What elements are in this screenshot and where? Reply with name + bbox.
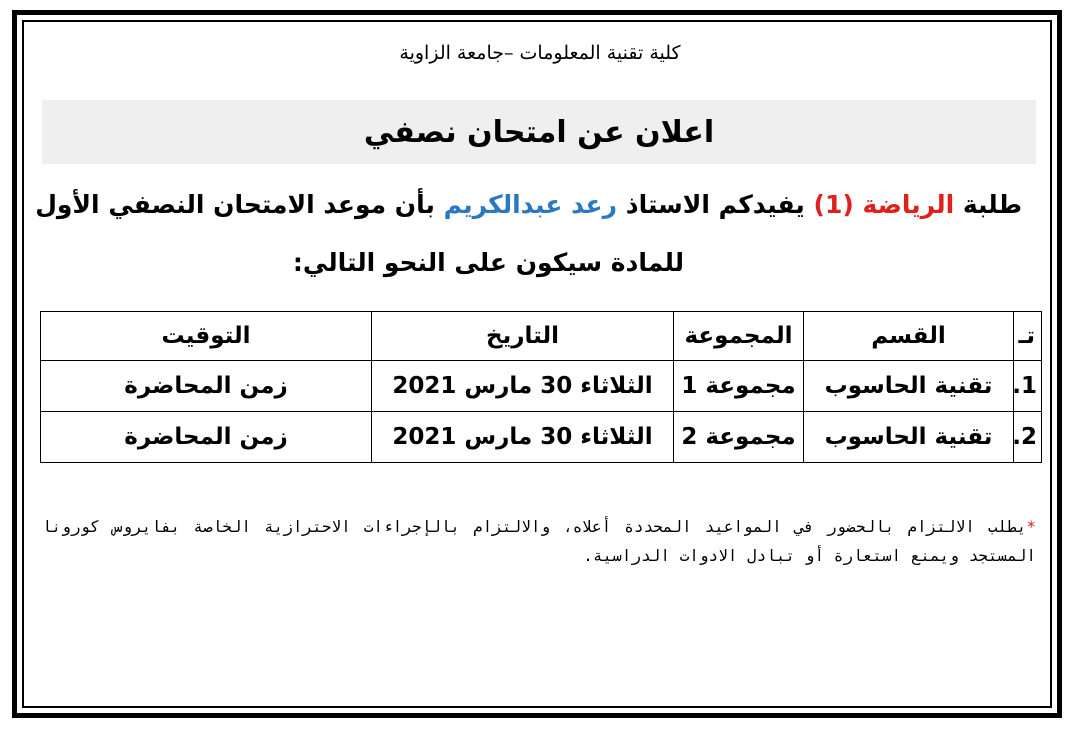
header-num: تـ — [1014, 312, 1042, 361]
row-department: تقنية الحاسوب — [804, 361, 1014, 412]
row-group: مجموعة 2 — [674, 412, 804, 463]
row-num: 2. — [1014, 412, 1042, 463]
row-time: زمن المحاضرة — [41, 412, 372, 463]
page-title: اعلان عن امتحان نصفي — [363, 114, 715, 150]
subject-name: الرياضة — [862, 190, 955, 219]
header-time: التوقيت — [41, 312, 372, 361]
footnote — [42, 512, 1036, 570]
exam-schedule-table — [40, 311, 1042, 463]
row-department: تقنية الحاسوب — [804, 412, 1014, 463]
footnote-star: * — [1026, 517, 1036, 536]
footnote-text: يطلب الالتزام بالحضور في المواعيد المحددة أعلاه، والالتزام بالإجراءات الاحترازية الخاصة بفايروس كورونا المستجد ويمنع استعارة أو تبادل الادوات الدراسية. — [42, 517, 1036, 565]
row-time: زمن المحاضرة — [41, 361, 372, 412]
institution-header: كلية تقنية المعلومات –جامعة الزاوية — [399, 42, 681, 64]
announcement-line-1 — [35, 190, 1022, 219]
announcement-rest: بأن موعد الامتحان النصفي الأول — [35, 190, 435, 219]
row-num: 1. — [1014, 361, 1042, 412]
title-banner — [42, 100, 1036, 164]
subject-number: (1) — [813, 190, 854, 219]
header-date: التاريخ — [372, 312, 674, 361]
table-row — [41, 361, 1042, 412]
table-row — [41, 412, 1042, 463]
teacher-name: رعد عبدالكريم — [443, 190, 618, 219]
announcement-prefix: طلبة — [962, 190, 1022, 219]
header-group: المجموعة — [674, 312, 804, 361]
row-date: الثلاثاء 30 مارس 2021 — [372, 412, 674, 463]
header-department: القسم — [804, 312, 1014, 361]
announcement-line-2: للمادة سيكون على النحو التالي: — [292, 248, 685, 277]
row-date: الثلاثاء 30 مارس 2021 — [372, 361, 674, 412]
table-header-row — [41, 312, 1042, 361]
row-group: مجموعة 1 — [674, 361, 804, 412]
announcement-verb: يفيدكم الاستاذ — [625, 190, 805, 219]
